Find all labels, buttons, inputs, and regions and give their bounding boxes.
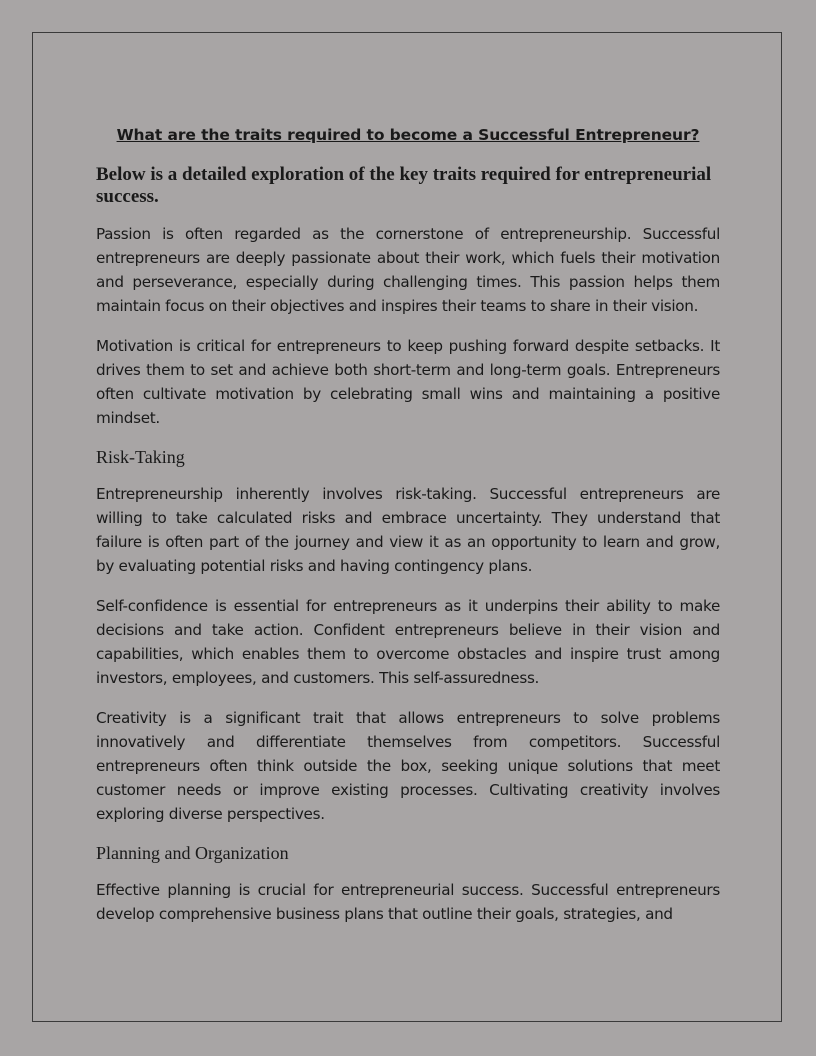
intro-text: Below is a detailed exploration of the key traits required for entrepreneurial success. [96,164,712,207]
paragraph-creativity: Creativity is a significant trait that allows entrepreneurs to solve problems innovatively and differentiate themselves from competitors. Successful entrepreneurs often think outside the box, seeking unique solutions that meet customer needs or improve existing processes. Cultivating creativity involves exploring diverse perspectives. [96,709,720,823]
document-title: What are the traits required to become a Successful Entrepreneur? [116,126,700,144]
heading-risk-taking: Risk-Taking [96,447,185,467]
paragraph-passion: Passion is often regarded as the cornerstone of entrepreneurship. Successful entrepreneurs are deeply passionate about their work, which fuels their motivation and perseverance, especially during challenging times. This passion helps them maintain focus on their objectives and inspires their teams to share in their vision. [96,225,720,315]
paragraph-risk-taking: Entrepreneurship inherently involves risk-taking. Successful entrepreneurs are willing to take calculated risks and embrace uncertainty. They understand that failure is often part of the journey and view it as an opportunity to learn and grow, by evaluating potential risks and having contingency plans. [96,485,720,575]
paragraph-motivation: Motivation is critical for entrepreneurs to keep pushing forward despite setbacks. It drives them to set and achieve both short-term and long-term goals. Entrepreneurs often cultivate motivation by celebrating small wins and maintaining a positive mindset. [96,337,720,427]
heading-planning-organization: Planning and Organization [96,843,289,863]
paragraph-self-confidence: Self-confidence is essential for entrepreneurs as it underpins their ability to make decisions and take action. Confident entrepreneurs believe in their vision and capabilities, which enables them to overcome obstacles and inspire trust among investors, employees, and customers. This self-assuredness. [96,597,720,687]
document-content [96,126,720,942]
paragraph-planning: Effective planning is crucial for entrepreneurial success. Successful entrepreneurs develop comprehensive business plans that outline their goals, strategies, and [96,881,720,923]
